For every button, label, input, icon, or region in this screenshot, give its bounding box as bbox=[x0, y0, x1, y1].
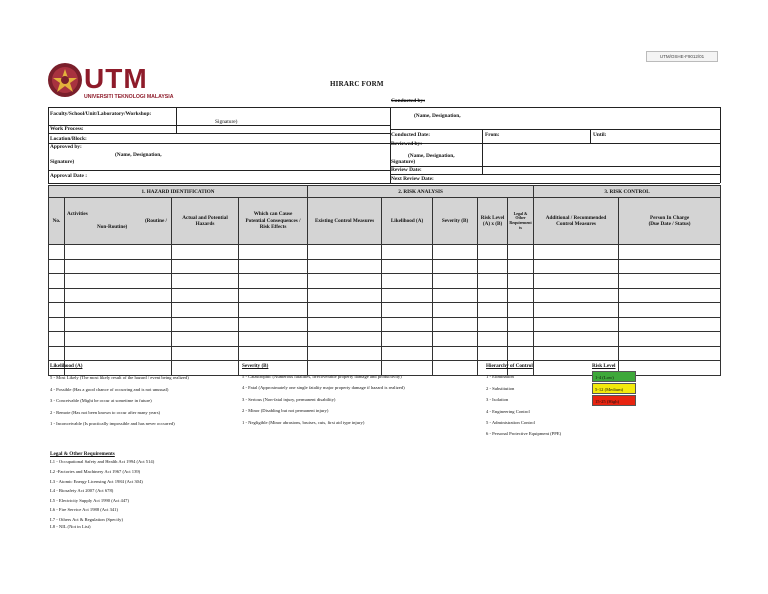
col-person-line1: Person In Charge bbox=[649, 214, 690, 221]
table-cell[interactable] bbox=[619, 288, 721, 303]
table-cell[interactable] bbox=[382, 245, 433, 260]
conducted-by-field[interactable] bbox=[391, 108, 719, 128]
table-cell[interactable] bbox=[65, 317, 172, 332]
table-cell[interactable] bbox=[172, 317, 239, 332]
svg-text:UNIVERSITI TEKNOLOGI MALAYSIA: UNIVERSITI TEKNOLOGI MALAYSIA bbox=[84, 94, 174, 100]
table-cell[interactable] bbox=[619, 259, 721, 274]
risk-level-high: 15-25 (High) bbox=[592, 395, 636, 406]
table-cell[interactable] bbox=[172, 346, 239, 361]
col-routine-label: (Routine / bbox=[144, 217, 167, 224]
col-activities-label: Activities bbox=[67, 211, 88, 218]
col-hazards-line2: Hazards bbox=[195, 221, 215, 227]
table-cell[interactable] bbox=[382, 259, 433, 274]
table-cell[interactable] bbox=[239, 259, 308, 274]
table-cell[interactable] bbox=[508, 245, 534, 260]
table-cell[interactable] bbox=[65, 303, 172, 318]
table-cell[interactable] bbox=[308, 361, 382, 376]
table-cell[interactable] bbox=[382, 346, 433, 361]
table-cell[interactable] bbox=[478, 288, 508, 303]
table-cell[interactable] bbox=[172, 361, 239, 376]
next-review-date-label: Next Review Date: bbox=[391, 176, 434, 182]
table-cell[interactable] bbox=[49, 332, 65, 347]
table-row bbox=[49, 288, 721, 303]
legal-item: L5 - Electricity Supply Act 1990 (Act 447) bbox=[50, 498, 129, 503]
table-cell[interactable] bbox=[65, 288, 172, 303]
table-cell[interactable] bbox=[478, 259, 508, 274]
col-legal-line4: ts bbox=[519, 224, 522, 230]
signature-label: Signature) bbox=[215, 119, 238, 125]
col-legal-line2: Other bbox=[515, 215, 526, 221]
table-cell[interactable] bbox=[65, 259, 172, 274]
until-label: Until: bbox=[593, 132, 607, 138]
table-cell[interactable] bbox=[239, 245, 308, 260]
legal-item: L1 - Occupational Safety and Health Act 1994 (Act 514) bbox=[50, 459, 155, 464]
table-cell[interactable] bbox=[508, 259, 534, 274]
likelihood-title: Likelihood (A) bbox=[50, 363, 83, 369]
col-non-routine-label: Non-Routine) bbox=[97, 224, 128, 231]
table-cell[interactable] bbox=[308, 245, 382, 260]
severity-item: 3 - Serious (Non-fatal injury, permanent disability) bbox=[242, 397, 336, 402]
table-row bbox=[49, 245, 721, 260]
col-likelihood bbox=[382, 198, 433, 245]
table-cell[interactable] bbox=[49, 274, 65, 289]
next-review-date-field[interactable] bbox=[445, 175, 719, 182]
approved-by-field[interactable] bbox=[49, 144, 389, 169]
col-effects-line3: Risk Effects bbox=[259, 224, 287, 231]
table-cell[interactable] bbox=[308, 317, 382, 332]
severity-item: 2 - Minor (Disabling but not permanent injury) bbox=[242, 408, 329, 413]
table-cell[interactable] bbox=[478, 346, 508, 361]
table-cell[interactable] bbox=[433, 303, 478, 318]
hierarchy-item: 4 - Engineering Control bbox=[486, 409, 530, 414]
hierarchy-item: 3 - Isolation bbox=[486, 397, 509, 402]
col-legal-line1: Legal & bbox=[513, 210, 528, 216]
conducted-by-label: Conducted by: bbox=[391, 98, 425, 104]
table-cell[interactable] bbox=[619, 274, 721, 289]
svg-text:UTM: UTM bbox=[84, 63, 148, 94]
name-designation-approved: (Name, Designation, bbox=[115, 152, 162, 158]
table-cell[interactable] bbox=[478, 245, 508, 260]
table-cell[interactable] bbox=[382, 303, 433, 318]
table-cell[interactable] bbox=[239, 332, 308, 347]
hierarchy-title: Hierarchy of Control bbox=[486, 363, 533, 369]
table-cell[interactable] bbox=[534, 288, 619, 303]
table-cell[interactable] bbox=[534, 332, 619, 347]
col-effects bbox=[239, 198, 308, 245]
table-cell[interactable] bbox=[508, 288, 534, 303]
table-cell[interactable] bbox=[508, 303, 534, 318]
legal-item: L6 - Fire Service Act 1988 (Act 341) bbox=[50, 507, 118, 512]
table-cell[interactable] bbox=[478, 303, 508, 318]
table-cell[interactable] bbox=[478, 317, 508, 332]
table-row bbox=[49, 317, 721, 332]
severity-title: Severity (B) bbox=[242, 363, 269, 369]
table-cell[interactable] bbox=[172, 259, 239, 274]
risk-level-title: Risk Level bbox=[592, 363, 616, 369]
location-label: Location/Block: bbox=[50, 136, 87, 142]
table-cell[interactable] bbox=[172, 288, 239, 303]
table-cell[interactable] bbox=[49, 245, 65, 260]
table-cell[interactable] bbox=[65, 245, 172, 260]
col-hazards-line1: Actual and Potential bbox=[182, 214, 228, 221]
table-cell[interactable] bbox=[382, 274, 433, 289]
table-cell[interactable] bbox=[433, 346, 478, 361]
table-cell[interactable] bbox=[65, 332, 172, 347]
table-cell[interactable] bbox=[382, 288, 433, 303]
col-risk-line1: Risk Level bbox=[480, 214, 505, 221]
section-risk-control: 3. RISK CONTROL bbox=[534, 186, 721, 198]
hierarchy-item: 6 - Personal Protective Equipment (PPE) bbox=[486, 431, 562, 436]
col-additional-line1: Additional / Recommended bbox=[545, 214, 607, 221]
from-date-field[interactable] bbox=[502, 130, 589, 142]
col-existing-controls bbox=[308, 198, 382, 245]
faculty-label: Faculty/School/Unit/Laboratory/Workshop: bbox=[50, 111, 152, 117]
section-risk-analysis: 2. RISK ANALYSIS bbox=[308, 186, 534, 198]
table-cell[interactable] bbox=[308, 274, 382, 289]
table-row bbox=[49, 332, 721, 347]
legal-title: Legal & Other Requirements bbox=[50, 451, 115, 457]
table-cell[interactable] bbox=[433, 317, 478, 332]
col-existing-label: Existing Control Measures bbox=[314, 217, 375, 224]
table-cell[interactable] bbox=[308, 303, 382, 318]
crest-icon bbox=[48, 63, 82, 97]
col-severity bbox=[433, 198, 478, 245]
table-cell[interactable] bbox=[239, 317, 308, 332]
col-hazards bbox=[172, 198, 239, 245]
work-process-label: Work Process: bbox=[50, 126, 84, 132]
table-cell[interactable] bbox=[534, 346, 619, 361]
table-cell[interactable] bbox=[239, 288, 308, 303]
signature-approved: Signature) bbox=[50, 159, 75, 165]
col-additional-line2: Control Measures bbox=[556, 221, 596, 227]
reviewed-by-field[interactable] bbox=[391, 144, 719, 165]
col-likelihood-label: Likelihood (A) bbox=[390, 217, 424, 224]
table-cell[interactable] bbox=[478, 274, 508, 289]
severity-item: 4 - Fatal (Approximately one single fatality major property damage if hazard is realized) bbox=[242, 385, 405, 390]
col-effects-line1: Which can Cause bbox=[253, 211, 293, 218]
legal-item: L7 - Others Act & Regulation (Specify) bbox=[50, 517, 123, 522]
risk-level-low: 1-4 (Low) bbox=[592, 371, 636, 382]
table-cell[interactable] bbox=[49, 303, 65, 318]
table-cell[interactable] bbox=[619, 317, 721, 332]
table-row bbox=[49, 303, 721, 318]
table-cell[interactable] bbox=[308, 259, 382, 274]
likelihood-item: 3 - Conceivable (Might be occur at sometime in future) bbox=[50, 398, 152, 403]
table-cell[interactable] bbox=[534, 303, 619, 318]
name-designation-reviewed: (Name, Designation, bbox=[408, 153, 455, 159]
legal-item: L3 - Atomic Energy Licensing Act 1984 (Act 304) bbox=[50, 479, 143, 484]
table-cell[interactable] bbox=[382, 332, 433, 347]
section-hazard-identification: 1. HAZARD IDENTIFICATION bbox=[49, 186, 308, 198]
table-cell[interactable] bbox=[65, 346, 172, 361]
col-risk-line2: (A) x (B) bbox=[482, 221, 503, 227]
table-cell[interactable] bbox=[433, 259, 478, 274]
table-cell[interactable] bbox=[619, 245, 721, 260]
table-cell[interactable] bbox=[49, 259, 65, 274]
col-legal-line3: Requirement bbox=[509, 220, 532, 225]
table-row bbox=[49, 274, 721, 289]
legal-item: L8 - NIL (Not in List) bbox=[50, 524, 91, 529]
legal-item: L2 -Factories and Machinery Act 1967 (Act 139) bbox=[50, 469, 141, 474]
approval-date-label: Approval Date : bbox=[50, 173, 88, 179]
table-cell[interactable] bbox=[508, 332, 534, 347]
col-person-line2: (Due Date / Status) bbox=[648, 221, 691, 227]
signature-reviewed: Signature) bbox=[391, 159, 416, 165]
faculty-field[interactable] bbox=[177, 108, 389, 133]
utm-logo bbox=[44, 60, 176, 102]
conducted-date-field[interactable] bbox=[440, 130, 481, 142]
table-cell[interactable] bbox=[508, 274, 534, 289]
approved-by-label: Approved by: bbox=[50, 144, 82, 150]
table-cell[interactable] bbox=[534, 259, 619, 274]
hierarchy-item: 2 - Substitution bbox=[486, 386, 515, 391]
table-cell[interactable] bbox=[534, 317, 619, 332]
table-cell[interactable] bbox=[433, 274, 478, 289]
conducted-date-label: Conducted Date: bbox=[391, 132, 431, 138]
likelihood-item: 2 - Remote (Has not been known to occur after many years) bbox=[50, 410, 161, 415]
table-cell[interactable] bbox=[49, 317, 65, 332]
table-cell[interactable] bbox=[382, 317, 433, 332]
table-cell[interactable] bbox=[619, 332, 721, 347]
review-date-label: Review Date: bbox=[391, 167, 422, 173]
table-body bbox=[49, 245, 721, 376]
table-cell[interactable] bbox=[534, 274, 619, 289]
table-cell[interactable] bbox=[239, 346, 308, 361]
hirarc-table bbox=[48, 185, 721, 376]
table-cell[interactable] bbox=[172, 303, 239, 318]
likelihood-item: 1 - Inconceivable (Is practically impossible and has never occurred) bbox=[50, 421, 175, 426]
col-person-in-charge bbox=[619, 198, 721, 245]
table-cell[interactable] bbox=[308, 332, 382, 347]
table-cell[interactable] bbox=[172, 245, 239, 260]
col-additional-controls bbox=[534, 198, 619, 245]
table-cell[interactable] bbox=[619, 346, 721, 361]
col-no bbox=[49, 198, 65, 245]
col-severity-label: Severity (B) bbox=[441, 217, 469, 224]
table-cell[interactable] bbox=[382, 361, 433, 376]
from-label: From: bbox=[485, 132, 500, 138]
hierarchy-item: 5 - Administration Control bbox=[486, 420, 535, 425]
col-legal bbox=[508, 198, 534, 245]
table-cell[interactable] bbox=[433, 288, 478, 303]
table-cell[interactable] bbox=[172, 274, 239, 289]
col-activities bbox=[65, 198, 172, 245]
severity-item: 1 - Negligible (Minor abrasions, bruises, cuts, first aid type injury) bbox=[242, 420, 365, 425]
document-code: UTM/OSHE-F9012/01 bbox=[646, 51, 718, 62]
table-cell[interactable] bbox=[49, 288, 65, 303]
table-cell[interactable] bbox=[308, 346, 382, 361]
table-cell[interactable] bbox=[433, 361, 478, 376]
table-cell[interactable] bbox=[172, 332, 239, 347]
table-cell[interactable] bbox=[619, 303, 721, 318]
risk-level-medium: 5-12 (Medium) bbox=[592, 383, 636, 394]
table-cell[interactable] bbox=[239, 303, 308, 318]
table-row bbox=[49, 346, 721, 361]
severity-item: 5 - Catastrophic (Numerous fatalities, irrecoverable property damage and productivity) bbox=[242, 374, 402, 379]
likelihood-item: 4 - Possible (Has a good chance of occurring and is not unusual) bbox=[50, 387, 169, 392]
name-designation-conducted: (Name, Designation, bbox=[414, 113, 461, 119]
legal-item: L4 - Biosafety Act 2007 (Act 678) bbox=[50, 488, 114, 493]
until-date-field[interactable] bbox=[610, 130, 719, 142]
hierarchy-item: 1 - Elimination bbox=[486, 374, 514, 379]
table-cell[interactable] bbox=[534, 245, 619, 260]
table-cell[interactable] bbox=[478, 332, 508, 347]
table-cell[interactable] bbox=[508, 346, 534, 361]
review-date-field[interactable] bbox=[430, 167, 719, 173]
table-cell[interactable] bbox=[433, 332, 478, 347]
table-cell[interactable] bbox=[308, 288, 382, 303]
table-row bbox=[49, 259, 721, 274]
col-risk-level bbox=[478, 198, 508, 245]
approval-date-field[interactable] bbox=[100, 171, 389, 182]
table-cell[interactable] bbox=[508, 317, 534, 332]
col-effects-line2: Potential Consequences / bbox=[245, 217, 301, 224]
col-no-label: No. bbox=[52, 217, 61, 224]
table-cell[interactable] bbox=[433, 245, 478, 260]
table-cell[interactable] bbox=[239, 274, 308, 289]
likelihood-item: 5 - Most Likely (The most likely result of the hazard / event being realized) bbox=[50, 375, 189, 380]
table-cell[interactable] bbox=[65, 274, 172, 289]
form-title: HIRARC FORM bbox=[330, 80, 384, 88]
reviewed-by-label: Reviewed by: bbox=[391, 141, 422, 147]
table-cell[interactable] bbox=[49, 346, 65, 361]
